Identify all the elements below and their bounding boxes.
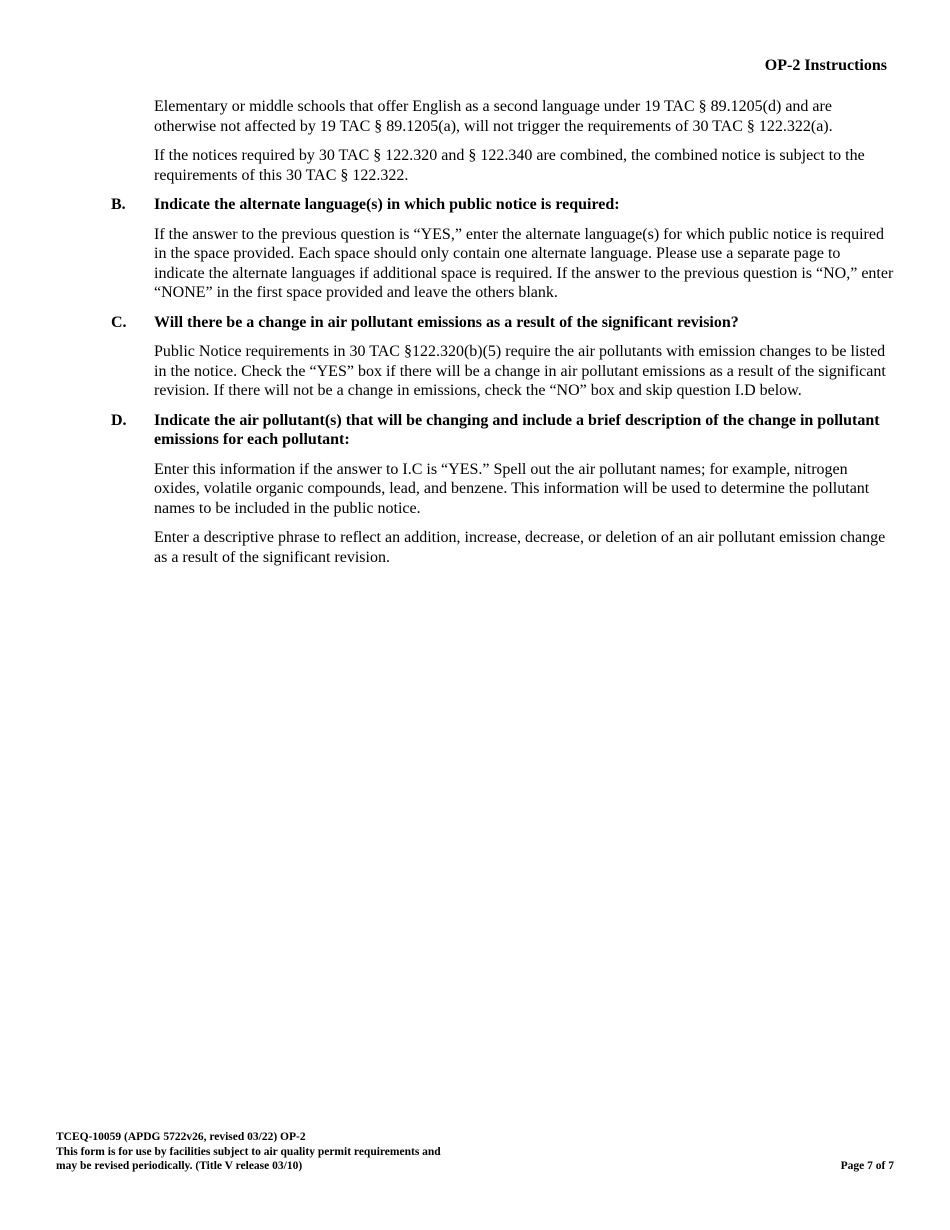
instructions-body	[0, 97, 950, 567]
section-d-letter: D.	[111, 411, 127, 429]
footer-usage-line-1: This form is for use by facilities subject to air quality permit requirements and	[56, 1145, 441, 1158]
section-c-title: Will there be a change in air pollutant emissions as a result of the significant revision?	[154, 313, 739, 331]
section-c-heading	[111, 313, 894, 333]
section-c-letter: C.	[111, 313, 127, 331]
section-d-paragraph-2: Enter a descriptive phrase to reflect an addition, increase, decrease, or deletion of an air pollutant emission change as a result of the significant revision.	[154, 529, 886, 566]
section-b-heading	[111, 195, 894, 215]
footer-page-number: Page 7 of 7	[840, 1160, 894, 1172]
section-b-title: Indicate the alternate language(s) in which public notice is required:	[154, 196, 620, 213]
page-header-title: OP-2 Instructions	[764, 57, 887, 74]
intro-paragraph-2: If the notices required by 30 TAC § 122.320 and § 122.340 are combined, the combined notice is subject to the requirements of this 30 TAC § 122.322.	[154, 147, 865, 184]
section-d-title: Indicate the air pollutant(s) that will be changing and include a brief description of the change in pollutant emissions for each pollutant:	[154, 411, 880, 448]
intro-paragraph-1: Elementary or middle schools that offer English as a second language under 19 TAC § 89.1205(d) and are otherwise not affected by 19 TAC § 89.1205(a), will not trigger the requirements of 30 TAC § 122.322(a).	[154, 98, 833, 135]
footer-usage-line-2: may be revised periodically. (Title V release 03/10)	[56, 1160, 303, 1172]
section-d-heading	[111, 411, 894, 450]
footer-form-info	[56, 1130, 441, 1174]
section-c-paragraph: Public Notice requirements in 30 TAC §122.320(b)(5) require the air pollutants with emission changes to be listed in the notice. Check the “YES” box if there will be a change in air pollutant emissions as a result of the significant revision. If there will not be a change in emissions, check the “NO” box and skip question I.D below.	[154, 343, 886, 399]
section-d-paragraph-1: Enter this information if the answer to I.C is “YES.” Spell out the air pollutant names; for example, nitrogen oxides, volatile organic compounds, lead, and benzene. This information will be used to determine the pollutant names to be included in the public notice.	[154, 460, 870, 517]
section-b-letter: B.	[111, 196, 126, 213]
footer-form-id: TCEQ-10059 (APDG 5722v26, revised 03/22) OP-2	[56, 1131, 306, 1143]
section-b-paragraph: If the answer to the previous question is “YES,” enter the alternate language(s) for which public notice is required in the space provided. Each space should only contain one alternate language. Please use a separate page to indicate the alternate languages if additional space is required. If the answer to the previous question is “NO,” enter “NONE” in the first space provided and leave the others blank.	[154, 225, 894, 301]
